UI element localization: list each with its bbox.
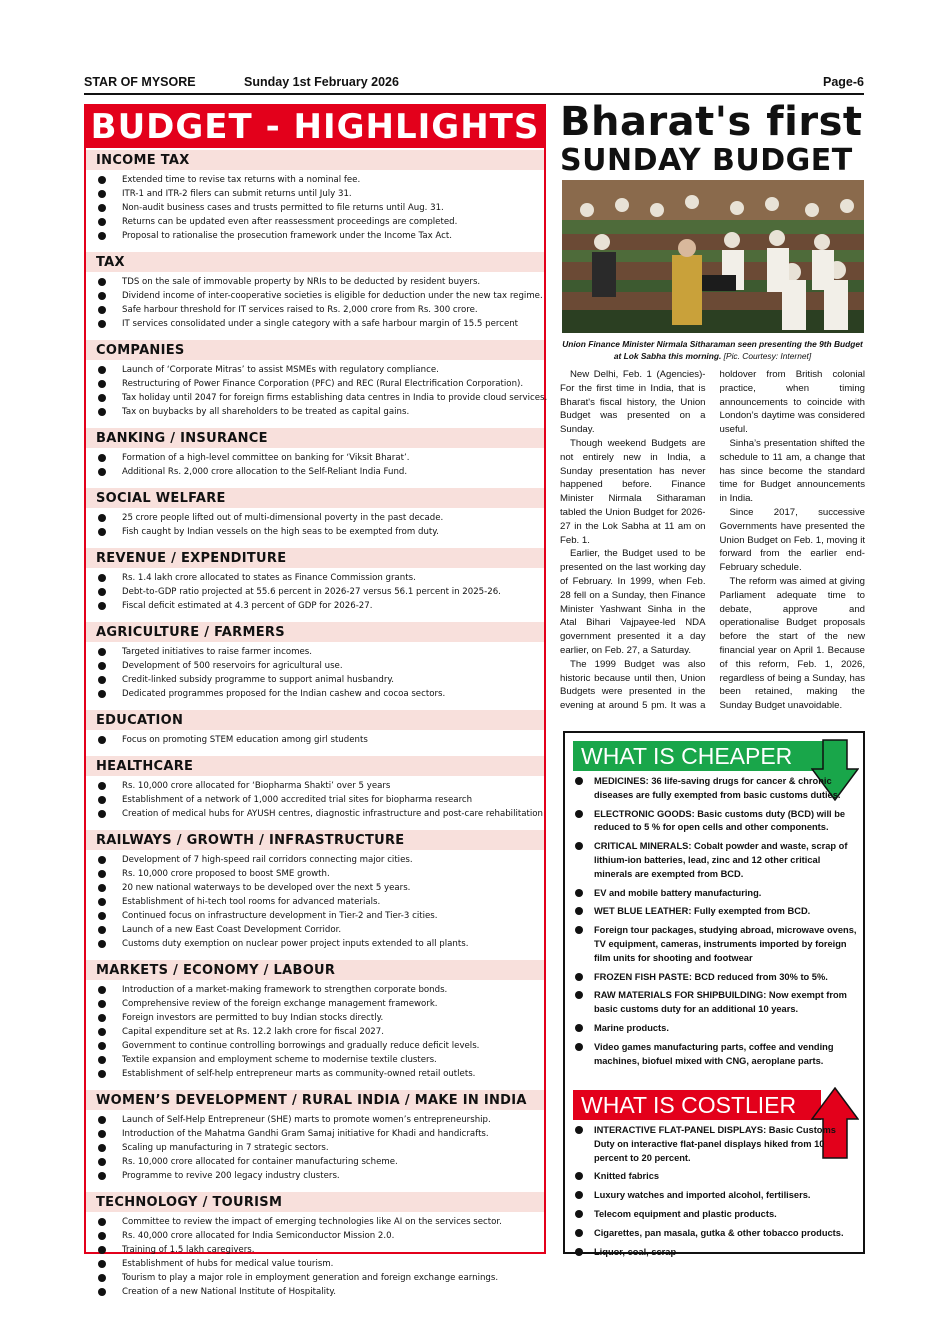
bullet-icon bbox=[98, 176, 106, 184]
story-paragraph: Earlier, the Budget used to be presented on the last working day of February. In 1999, when Feb. 28 fell on a Sunday, then Finance Minister Yashwant Sinha in the Atal Bihari Vajpayee-led NDA government presented it a day earlier, on Feb. 27, a Saturday. bbox=[560, 548, 706, 656]
bullet-icon bbox=[575, 1043, 583, 1051]
budget-highlights-panel bbox=[84, 104, 548, 1297]
list-item bbox=[96, 1011, 544, 1025]
story-paragraph: The 1999 Budget was also historic because until then, Union Budgets were presented in the evening at around 5 pm. It was a holdover from British colonial practice, when timing announcements to coincide with London’s daytime was considered useful. bbox=[560, 369, 865, 712]
list-item-text: Capital expenditure set at Rs. 12.2 lakh crore for fiscal 2027. bbox=[122, 1027, 384, 1037]
section-heading: AGRICULTURE / FARMERS bbox=[86, 622, 544, 642]
bullet-icon bbox=[98, 454, 106, 462]
list-item-text: Development of 7 high-speed rail corridors connecting major cities. bbox=[122, 855, 413, 865]
list-item bbox=[96, 937, 544, 951]
bullet-icon bbox=[98, 690, 106, 698]
list-item bbox=[96, 1229, 544, 1243]
list-item bbox=[96, 585, 544, 599]
section-heading: WOMEN’S DEVELOPMENT / RURAL INDIA / MAKE IN INDIA bbox=[86, 1090, 544, 1110]
list-item-text: Comprehensive review of the foreign exchange management framework. bbox=[122, 999, 438, 1009]
costlier-item-text: Liquor, coal, scrap bbox=[594, 1246, 677, 1257]
bullet-icon bbox=[98, 856, 106, 864]
bullet-icon bbox=[98, 204, 106, 212]
list-item bbox=[96, 881, 544, 895]
list-item-text: Tax holiday until 2047 for foreign firms establishing data centres in India to provide cloud services. bbox=[122, 393, 548, 403]
list-item-text: Launch of Self-Help Entrepreneur (SHE) marts to promote women’s entrepreneurship. bbox=[122, 1115, 491, 1125]
list-item bbox=[96, 1039, 544, 1053]
bullet-icon bbox=[98, 1260, 106, 1268]
list-item-text: Training of 1.5 lakh caregivers. bbox=[122, 1245, 255, 1255]
list-item-text: Introduction of a market-making framework to strengthen corporate bonds. bbox=[122, 985, 448, 995]
costlier-item bbox=[573, 1227, 857, 1241]
list-item-text: Government to continue controlling borrowings and gradually reduce deficit levels. bbox=[122, 1041, 480, 1051]
costlier-item-text: INTERACTIVE FLAT-PANEL DISPLAYS: Basic Customs Duty on interactive flat-panel displays hiked from 10 percent to 20 percent. bbox=[594, 1125, 836, 1163]
list-item-text: Proposal to rationalise the prosecution framework under the Income Tax Act. bbox=[122, 231, 452, 241]
cheaper-costlier-box bbox=[563, 731, 865, 1257]
costlier-item bbox=[573, 1170, 857, 1184]
list-item bbox=[96, 317, 544, 331]
list-item bbox=[96, 465, 544, 479]
list-item bbox=[96, 275, 544, 289]
list-item bbox=[96, 1025, 544, 1039]
list-item-text: Establishment of a network of 1,000 accredited trial sites for biopharma research bbox=[122, 795, 473, 805]
cheaper-item bbox=[573, 808, 857, 836]
list-item-text: Targeted initiatives to raise farmer incomes. bbox=[122, 647, 312, 657]
list-item-text: Credit-linked subsidy programme to support animal husbandry. bbox=[122, 675, 394, 685]
list-item-text: Foreign investors are permitted to buy Indian stocks directly. bbox=[122, 1013, 384, 1023]
list-item bbox=[96, 201, 544, 215]
bullet-icon bbox=[98, 278, 106, 286]
list-item-text: ITR-1 and ITR-2 filers can submit returns until July 31. bbox=[122, 189, 352, 199]
caption-credit: [Pic. Courtesy: Internet] bbox=[723, 351, 812, 361]
costlier-item bbox=[573, 1246, 857, 1260]
bullet-icon bbox=[98, 796, 106, 804]
list-item bbox=[96, 1271, 544, 1285]
list-item-text: Tax on buybacks by all shareholders to be treated as capital gains. bbox=[122, 407, 410, 417]
list-item bbox=[96, 451, 544, 465]
list-item bbox=[96, 1257, 544, 1271]
section-list bbox=[86, 1212, 544, 1302]
list-item bbox=[96, 673, 544, 687]
list-item bbox=[96, 867, 544, 881]
section-list bbox=[86, 1110, 544, 1186]
bullet-icon bbox=[98, 940, 106, 948]
list-item-text: Programme to revive 200 legacy industry clusters. bbox=[122, 1171, 340, 1181]
section-list bbox=[86, 448, 544, 482]
bullet-icon bbox=[98, 218, 106, 226]
list-item bbox=[96, 229, 544, 243]
cheaper-list bbox=[573, 775, 857, 1073]
bullet-icon bbox=[98, 926, 106, 934]
bullet-icon bbox=[575, 777, 583, 785]
list-item-text: Restructuring of Power Finance Corporation (PFC) and REC (Rural Electrification Corporation). bbox=[122, 379, 524, 389]
bullet-icon bbox=[98, 232, 106, 240]
cheaper-item bbox=[573, 840, 857, 881]
list-item-text: Rs. 10,000 crore allocated for ‘Biopharma Shakti’ over 5 years bbox=[122, 781, 391, 791]
cheaper-item bbox=[573, 1041, 857, 1069]
list-item-text: Non-audit business cases and trusts permitted to file returns until Aug. 31. bbox=[122, 203, 444, 213]
bullet-icon bbox=[575, 1229, 583, 1237]
list-item bbox=[96, 363, 544, 377]
cheaper-item-text: EV and mobile battery manufacturing. bbox=[594, 887, 762, 898]
list-item bbox=[96, 733, 544, 747]
cheaper-item bbox=[573, 924, 857, 965]
parliament-photo bbox=[562, 180, 864, 333]
cheaper-item bbox=[573, 887, 857, 901]
bullet-icon bbox=[98, 1274, 106, 1282]
list-item-text: TDS on the sale of immovable property by NRIs to be deducted by resident buyers. bbox=[122, 277, 481, 287]
section-list bbox=[86, 642, 544, 704]
story-paragraph: Sinha’s presentation shifted the schedule to 11 am, a change that has since become the standard time for Budget announcements in India. bbox=[719, 437, 865, 505]
list-item-text: Establishment of hi-tech tool rooms for advanced materials. bbox=[122, 897, 381, 907]
cheaper-item-text: Marine products. bbox=[594, 1022, 669, 1033]
bullet-icon bbox=[98, 662, 106, 670]
bullet-icon bbox=[575, 1248, 583, 1256]
costlier-item-text: Luxury watches and imported alcohol, fertilisers. bbox=[594, 1190, 811, 1201]
list-item bbox=[96, 1215, 544, 1229]
newspaper-name: STAR OF MYSORE bbox=[84, 75, 196, 89]
bullet-icon bbox=[575, 810, 583, 818]
story-column bbox=[560, 99, 865, 712]
cheaper-item-text: RAW MATERIALS FOR SHIPBUILDING: Now exempt from basic customs duty for an additional 10 years. bbox=[594, 990, 847, 1015]
bullet-icon bbox=[98, 1288, 106, 1296]
bullet-icon bbox=[98, 736, 106, 744]
list-item bbox=[96, 1127, 544, 1141]
bullet-icon bbox=[575, 907, 583, 915]
cheaper-item-text: MEDICINES: 36 life-saving drugs for cancer & chronic diseases are fully exempted from basic customs duties. bbox=[594, 776, 841, 800]
list-item-text: Dividend income of inter-cooperative societies is eligible for deduction under the new tax regime. bbox=[122, 291, 543, 301]
list-item bbox=[96, 779, 544, 793]
story-paragraph: Though weekend Budgets are not entirely new in India, a Sunday presentation has never happened before. Finance Minister Nirmala Sitharaman tabled the Union Budget for 2026-27 in the Lok Sabha at 11 am on Feb. 1. bbox=[560, 437, 706, 546]
bullet-icon bbox=[98, 1042, 106, 1050]
list-item bbox=[96, 807, 544, 821]
issue-date: Sunday 1st February 2026 bbox=[244, 75, 399, 89]
bullet-icon bbox=[575, 1210, 583, 1218]
list-item-text: Establishment of self-help entrepreneur marts as community-owned retail outlets. bbox=[122, 1069, 476, 1079]
bullet-icon bbox=[98, 810, 106, 818]
story-paragraph: The reform was aimed at giving Parliament adequate time to debate, approve and operationalise Budget proposals before the start of the new financial year on April 1. Because of this reform, Feb. 1, 2026, regardless of being a Sunday, has been retained, making the Sunday Budget unavoidable. bbox=[719, 575, 865, 712]
bullet-icon bbox=[575, 842, 583, 850]
section-list bbox=[86, 360, 548, 422]
list-item-text: Fiscal deficit estimated at 4.3 percent of GDP for 2026-27. bbox=[122, 601, 373, 611]
section-heading: BANKING / INSURANCE bbox=[86, 428, 544, 448]
photo-illustration bbox=[562, 180, 864, 333]
section-list bbox=[86, 730, 544, 750]
list-item-text: Fish caught by Indian vessels on the high seas to be exempted from duty. bbox=[122, 527, 439, 537]
list-item-text: Textile expansion and employment scheme to modernise textile clusters. bbox=[122, 1055, 437, 1065]
list-item bbox=[96, 215, 544, 229]
bullet-icon bbox=[98, 1014, 106, 1022]
list-item-text: Creation of medical hubs for AYUSH centres, diagnostic infrastructure and post-care rehabilitation bbox=[122, 809, 543, 819]
bullet-icon bbox=[98, 1028, 106, 1036]
section-list bbox=[86, 272, 544, 334]
list-item bbox=[96, 1053, 544, 1067]
list-item bbox=[96, 391, 548, 405]
list-item bbox=[96, 1141, 544, 1155]
bullet-icon bbox=[98, 1116, 106, 1124]
bullet-icon bbox=[98, 468, 106, 476]
cheaper-item-text: ELECTRONIC GOODS: Basic customs duty (BCD) will be reduced to 5 % for open cells and other components. bbox=[594, 808, 846, 833]
list-item bbox=[96, 895, 544, 909]
bullet-icon bbox=[98, 870, 106, 878]
list-item-text: Safe harbour threshold for IT services raised to Rs. 2,000 crore from Rs. 300 crore. bbox=[122, 305, 478, 315]
section-list bbox=[86, 980, 544, 1084]
list-item bbox=[96, 1285, 544, 1299]
list-item-text: Formation of a high-level committee on banking for ‘Viksit Bharat’. bbox=[122, 453, 410, 463]
bullet-icon bbox=[575, 973, 583, 981]
bullet-icon bbox=[98, 588, 106, 596]
list-item bbox=[96, 1169, 544, 1183]
list-item-text: Tourism to play a major role in employment generation and foreign exchange earnings. bbox=[122, 1273, 499, 1283]
bullet-icon bbox=[98, 366, 106, 374]
bullet-icon bbox=[98, 292, 106, 300]
list-item-text: 25 crore people lifted out of multi-dimensional poverty in the past decade. bbox=[122, 513, 444, 523]
list-item bbox=[96, 983, 544, 997]
list-item-text: Development of 500 reservoirs for agricultural use. bbox=[122, 661, 343, 671]
costlier-title: WHAT IS COSTLIER bbox=[573, 1090, 821, 1120]
list-item bbox=[96, 377, 544, 391]
bullet-icon bbox=[575, 1126, 583, 1134]
list-item bbox=[96, 853, 544, 867]
list-item-text: Extended time to revise tax returns with a nominal fee. bbox=[122, 175, 361, 185]
bullet-icon bbox=[98, 514, 106, 522]
section-heading: INCOME TAX bbox=[86, 150, 544, 170]
masthead bbox=[84, 73, 864, 95]
bullet-icon bbox=[98, 574, 106, 582]
bullet-icon bbox=[98, 1218, 106, 1226]
list-item bbox=[96, 525, 544, 539]
list-item-text: Rs. 1.4 lakh crore allocated to states as Finance Commission grants. bbox=[122, 573, 416, 583]
list-item-text: Returns can be updated even after reassessment proceedings are completed. bbox=[122, 217, 458, 227]
list-item-text: Creation of a new National Institute of Hospitality. bbox=[122, 1287, 336, 1297]
section-list bbox=[86, 170, 544, 246]
costlier-item-text: Knitted fabrics bbox=[594, 1171, 660, 1182]
list-item-text: Rs. 10,000 crore allocated for container manufacturing scheme. bbox=[122, 1157, 398, 1167]
section-heading: MARKETS / ECONOMY / LABOUR bbox=[86, 960, 544, 980]
page-number: Page-6 bbox=[823, 75, 864, 89]
list-item bbox=[96, 1113, 544, 1127]
list-item bbox=[96, 659, 544, 673]
section-list bbox=[86, 508, 544, 542]
cheaper-title: WHAT IS CHEAPER bbox=[573, 741, 827, 771]
bullet-icon bbox=[98, 898, 106, 906]
cheaper-item-text: WET BLUE LEATHER: Fully exempted from BCD. bbox=[594, 906, 811, 917]
bullet-icon bbox=[98, 884, 106, 892]
bullet-icon bbox=[98, 602, 106, 610]
bullet-icon bbox=[575, 1024, 583, 1032]
bullet-icon bbox=[98, 648, 106, 656]
list-item bbox=[96, 571, 544, 585]
costlier-item bbox=[573, 1124, 857, 1165]
list-item bbox=[96, 997, 544, 1011]
costlier-item bbox=[573, 1208, 857, 1222]
bullet-icon bbox=[98, 306, 106, 314]
bullet-icon bbox=[98, 394, 106, 402]
list-item-text: Scaling up manufacturing in 7 strategic sectors. bbox=[122, 1143, 329, 1153]
costlier-item-text: Telecom equipment and plastic products. bbox=[594, 1208, 777, 1219]
bullet-icon bbox=[98, 1130, 106, 1138]
list-item bbox=[96, 923, 544, 937]
list-item bbox=[96, 909, 544, 923]
list-item bbox=[96, 303, 544, 317]
bullet-icon bbox=[575, 1172, 583, 1180]
list-item bbox=[96, 187, 544, 201]
list-item-text: IT services consolidated under a single category with a safe harbour margin of 15.5 percent bbox=[122, 319, 519, 329]
list-item-text: Continued focus on infrastructure development in Tier-2 and Tier-3 cities. bbox=[122, 911, 438, 921]
list-item-text: Dedicated programmes proposed for the Indian cashew and cocoa sectors. bbox=[122, 689, 446, 699]
budget-highlights-title: BUDGET - HIGHLIGHTS bbox=[86, 106, 544, 148]
cheaper-item-text: CRITICAL MINERALS: Cobalt powder and waste, scrap of lithium-ion batteries, lead, zinc and 12 other critical minerals are exempted from BCD. bbox=[594, 841, 848, 879]
cheaper-item bbox=[573, 989, 857, 1017]
bullet-icon bbox=[98, 320, 106, 328]
list-item bbox=[96, 1243, 544, 1257]
list-item-text: Establishment of hubs for medical value tourism. bbox=[122, 1259, 334, 1269]
list-item-text: Customs duty exemption on nuclear power project inputs extended to all plants. bbox=[122, 939, 469, 949]
section-list bbox=[86, 776, 544, 824]
list-item bbox=[96, 405, 544, 419]
list-item-text: Committee to review the impact of emerging technologies like AI on the services sector. bbox=[122, 1217, 502, 1227]
bullet-icon bbox=[98, 676, 106, 684]
bullet-icon bbox=[98, 782, 106, 790]
bullet-icon bbox=[575, 991, 583, 999]
list-item-text: Launch of ‘Corporate Mitras’ to assist MSMEs with regulatory compliance. bbox=[122, 365, 439, 375]
list-item bbox=[96, 793, 544, 807]
cheaper-item bbox=[573, 1022, 857, 1036]
costlier-item-text: Cigarettes, pan masala, gutka & other tobacco products. bbox=[594, 1227, 844, 1238]
list-item-text: Debt-to-GDP ratio projected at 55.6 percent in 2026-27 versus 56.1 percent in 2025-26. bbox=[122, 587, 501, 597]
photo-caption bbox=[560, 338, 865, 362]
list-item-text: Rs. 10,000 crore proposed to boost SME growth. bbox=[122, 869, 330, 879]
costlier-list bbox=[573, 1124, 857, 1264]
list-item bbox=[96, 1155, 544, 1169]
list-item bbox=[96, 645, 544, 659]
section-list bbox=[86, 850, 544, 954]
list-item-text: Launch of a new East Coast Development Corridor. bbox=[122, 925, 342, 935]
bullet-icon bbox=[98, 1144, 106, 1152]
bullet-icon bbox=[98, 1158, 106, 1166]
list-item-text: Introduction of the Mahatma Gandhi Gram Samaj initiative for Khadi and handicrafts. bbox=[122, 1129, 489, 1139]
section-heading: RAILWAYS / GROWTH / INFRASTRUCTURE bbox=[86, 830, 544, 850]
cheaper-item bbox=[573, 775, 857, 803]
list-item bbox=[96, 289, 544, 303]
budget-sections bbox=[86, 150, 548, 1302]
list-item-text: Rs. 40,000 crore allocated for India Semiconductor Mission 2.0. bbox=[122, 1231, 395, 1241]
section-heading: HEALTHCARE bbox=[86, 756, 544, 776]
bullet-icon bbox=[98, 1070, 106, 1078]
headline-line-1: Bharat's first bbox=[560, 99, 863, 145]
section-list bbox=[86, 568, 544, 616]
list-item bbox=[96, 173, 544, 187]
section-heading: TECHNOLOGY / TOURISM bbox=[86, 1192, 544, 1212]
headline-line-2: SUNDAY BUDGET bbox=[560, 143, 853, 178]
bullet-icon bbox=[98, 986, 106, 994]
bullet-icon bbox=[98, 190, 106, 198]
bullet-icon bbox=[98, 380, 106, 388]
bullet-icon bbox=[98, 528, 106, 536]
story-body bbox=[560, 368, 865, 713]
cheaper-item-text: FROZEN FISH PASTE: BCD reduced from 30% to 5%. bbox=[594, 971, 828, 982]
caption-text: Union Finance Minister Nirmala Sitharaman seen presenting the 9th Budget at Lok Sabha this morning. bbox=[562, 339, 863, 361]
section-heading: EDUCATION bbox=[86, 710, 544, 730]
bullet-icon bbox=[98, 408, 106, 416]
bullet-icon bbox=[98, 1000, 106, 1008]
list-item bbox=[96, 687, 544, 701]
cheaper-item-text: Video games manufacturing parts, coffee and vending machines, biofuel mixed with CNG, aeroplane parts. bbox=[594, 1041, 834, 1066]
section-heading: SOCIAL WELFARE bbox=[86, 488, 544, 508]
section-heading: REVENUE / EXPENDITURE bbox=[86, 548, 544, 568]
section-heading: COMPANIES bbox=[86, 340, 544, 360]
bullet-icon bbox=[575, 926, 583, 934]
story-paragraph: New Delhi, Feb. 1 (Agencies)- For the first time in India, that is Bharat's fiscal history, the Union Budget was presented on a Sunday. bbox=[560, 369, 706, 436]
bullet-icon bbox=[575, 889, 583, 897]
list-item-text: Focus on promoting STEM education among girl students bbox=[122, 735, 368, 745]
section-heading: TAX bbox=[86, 252, 544, 272]
bullet-icon bbox=[575, 1191, 583, 1199]
bullet-icon bbox=[98, 1172, 106, 1180]
cheaper-item-text: Foreign tour packages, studying abroad, microwave ovens, TV equipment, cameras, instruments imported by foreign film units for shooting and footwear bbox=[594, 925, 857, 963]
cheaper-item bbox=[573, 971, 857, 985]
list-item-text: 20 new national waterways to be developed over the next 5 years. bbox=[122, 883, 411, 893]
list-item bbox=[96, 1067, 544, 1081]
bullet-icon bbox=[98, 1246, 106, 1254]
story-paragraph: Since 2017, successive Governments have presented the Union Budget on Feb. 1, moving it forward from the earlier end-February schedule. bbox=[719, 506, 865, 574]
list-item bbox=[96, 599, 544, 613]
list-item bbox=[96, 511, 544, 525]
cheaper-item bbox=[573, 905, 857, 919]
bullet-icon bbox=[98, 912, 106, 920]
costlier-item bbox=[573, 1189, 857, 1203]
list-item-text: Additional Rs. 2,000 crore allocation to the Self-Reliant India Fund. bbox=[122, 467, 408, 477]
bullet-icon bbox=[98, 1232, 106, 1240]
bullet-icon bbox=[98, 1056, 106, 1064]
